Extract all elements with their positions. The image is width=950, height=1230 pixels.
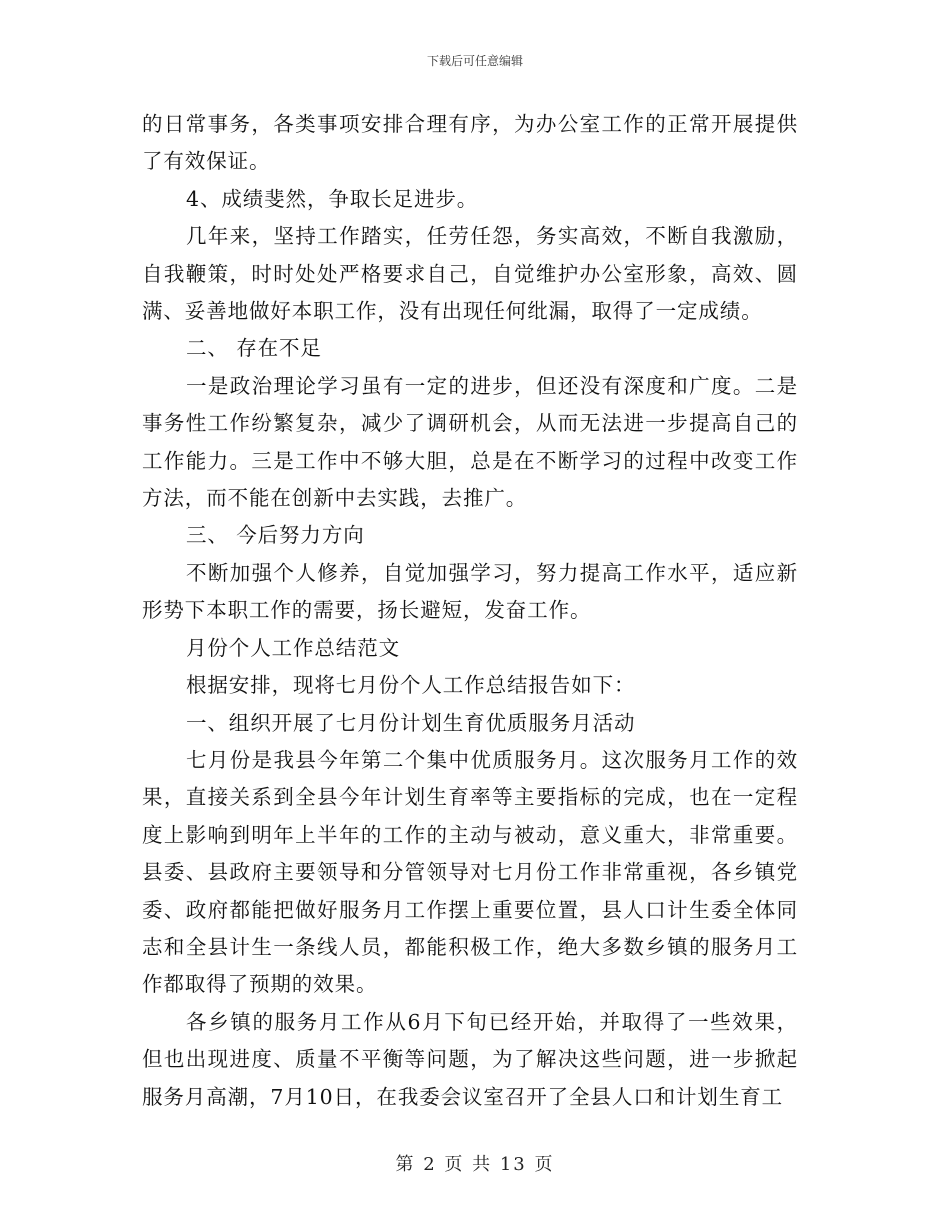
paragraph-1: 的日常事务，各类事项安排合理有序，为办公室工作的正常开展提供了有效保证。 xyxy=(142,112,798,174)
paragraph-9: 根据安排，现将七月份个人工作总结报告如下： xyxy=(186,673,636,698)
article-title: 月份个人工作总结范文 xyxy=(186,635,400,660)
paragraph-12: 各乡镇的服务月工作从6月下旬已经开始，并取得了一些效果，但也出现进度、质量不平衡等问题，为了解决这些问题，进一步掀起服务月高潮，7月10日，在我委会议室召开了全县人口和计划生育工 xyxy=(142,1009,798,1109)
paragraph-2: 4、成绩斐然，争取长足进步。 xyxy=(186,186,479,211)
paragraph-5: 一是政治理论学习虽有一定的进步，但还没有深度和广度。二是事务性工作纷繁复杂，减少了调研机会，从而无法进一步提高自己的工作能力。三是工作中不够大胆，总是在不断学习的过程中改变工作方法，而不能在创新中去实践，去推广。 xyxy=(142,373,798,511)
paragraph-3: 几年来，坚持工作踏实，任劳任怨，务实高效，不断自我激励，自我鞭策，时时处处严格要求自己，自觉维护办公室形象，高效、圆满、妥善地做好本职工作，没有出现任何纰漏，取得了一定成绩。 xyxy=(142,224,798,324)
page-header: 下载后可任意编辑 xyxy=(426,54,523,68)
section-heading-service-month: 一、组织开展了七月份计划生育优质服务月活动 xyxy=(186,710,636,735)
paragraph-11: 七月份是我县今年第二个集中优质服务月。这次服务月工作的效果，直接关系到全县今年计划生育率等主要指标的完成，也在一定程度上影响到明年上半年的工作的主动与被动，意义重大，非常重要。县委、县政府主要领导和分管领导对七月份工作非常重视，各乡镇党委、政府都能把做好服务月工作摆上重要位置，县人口计生委全体同志和全县计生一条线人员，都能积极工作，绝大多数乡镇的服务月工作都取得了预期的效果。 xyxy=(142,747,798,997)
document-body xyxy=(142,106,798,1116)
paragraph-7: 不断加强个人修养，自觉加强学习，努力提高工作水平，适应新形势下本职工作的需要，扬长避短，发奋工作。 xyxy=(142,560,798,623)
section-heading-shortcomings: 二、 存在不足 xyxy=(186,336,322,361)
section-heading-future-direction: 三、 今后努力方向 xyxy=(186,523,365,548)
page-number-footer: 第 2 页 共 13 页 xyxy=(395,1154,555,1175)
